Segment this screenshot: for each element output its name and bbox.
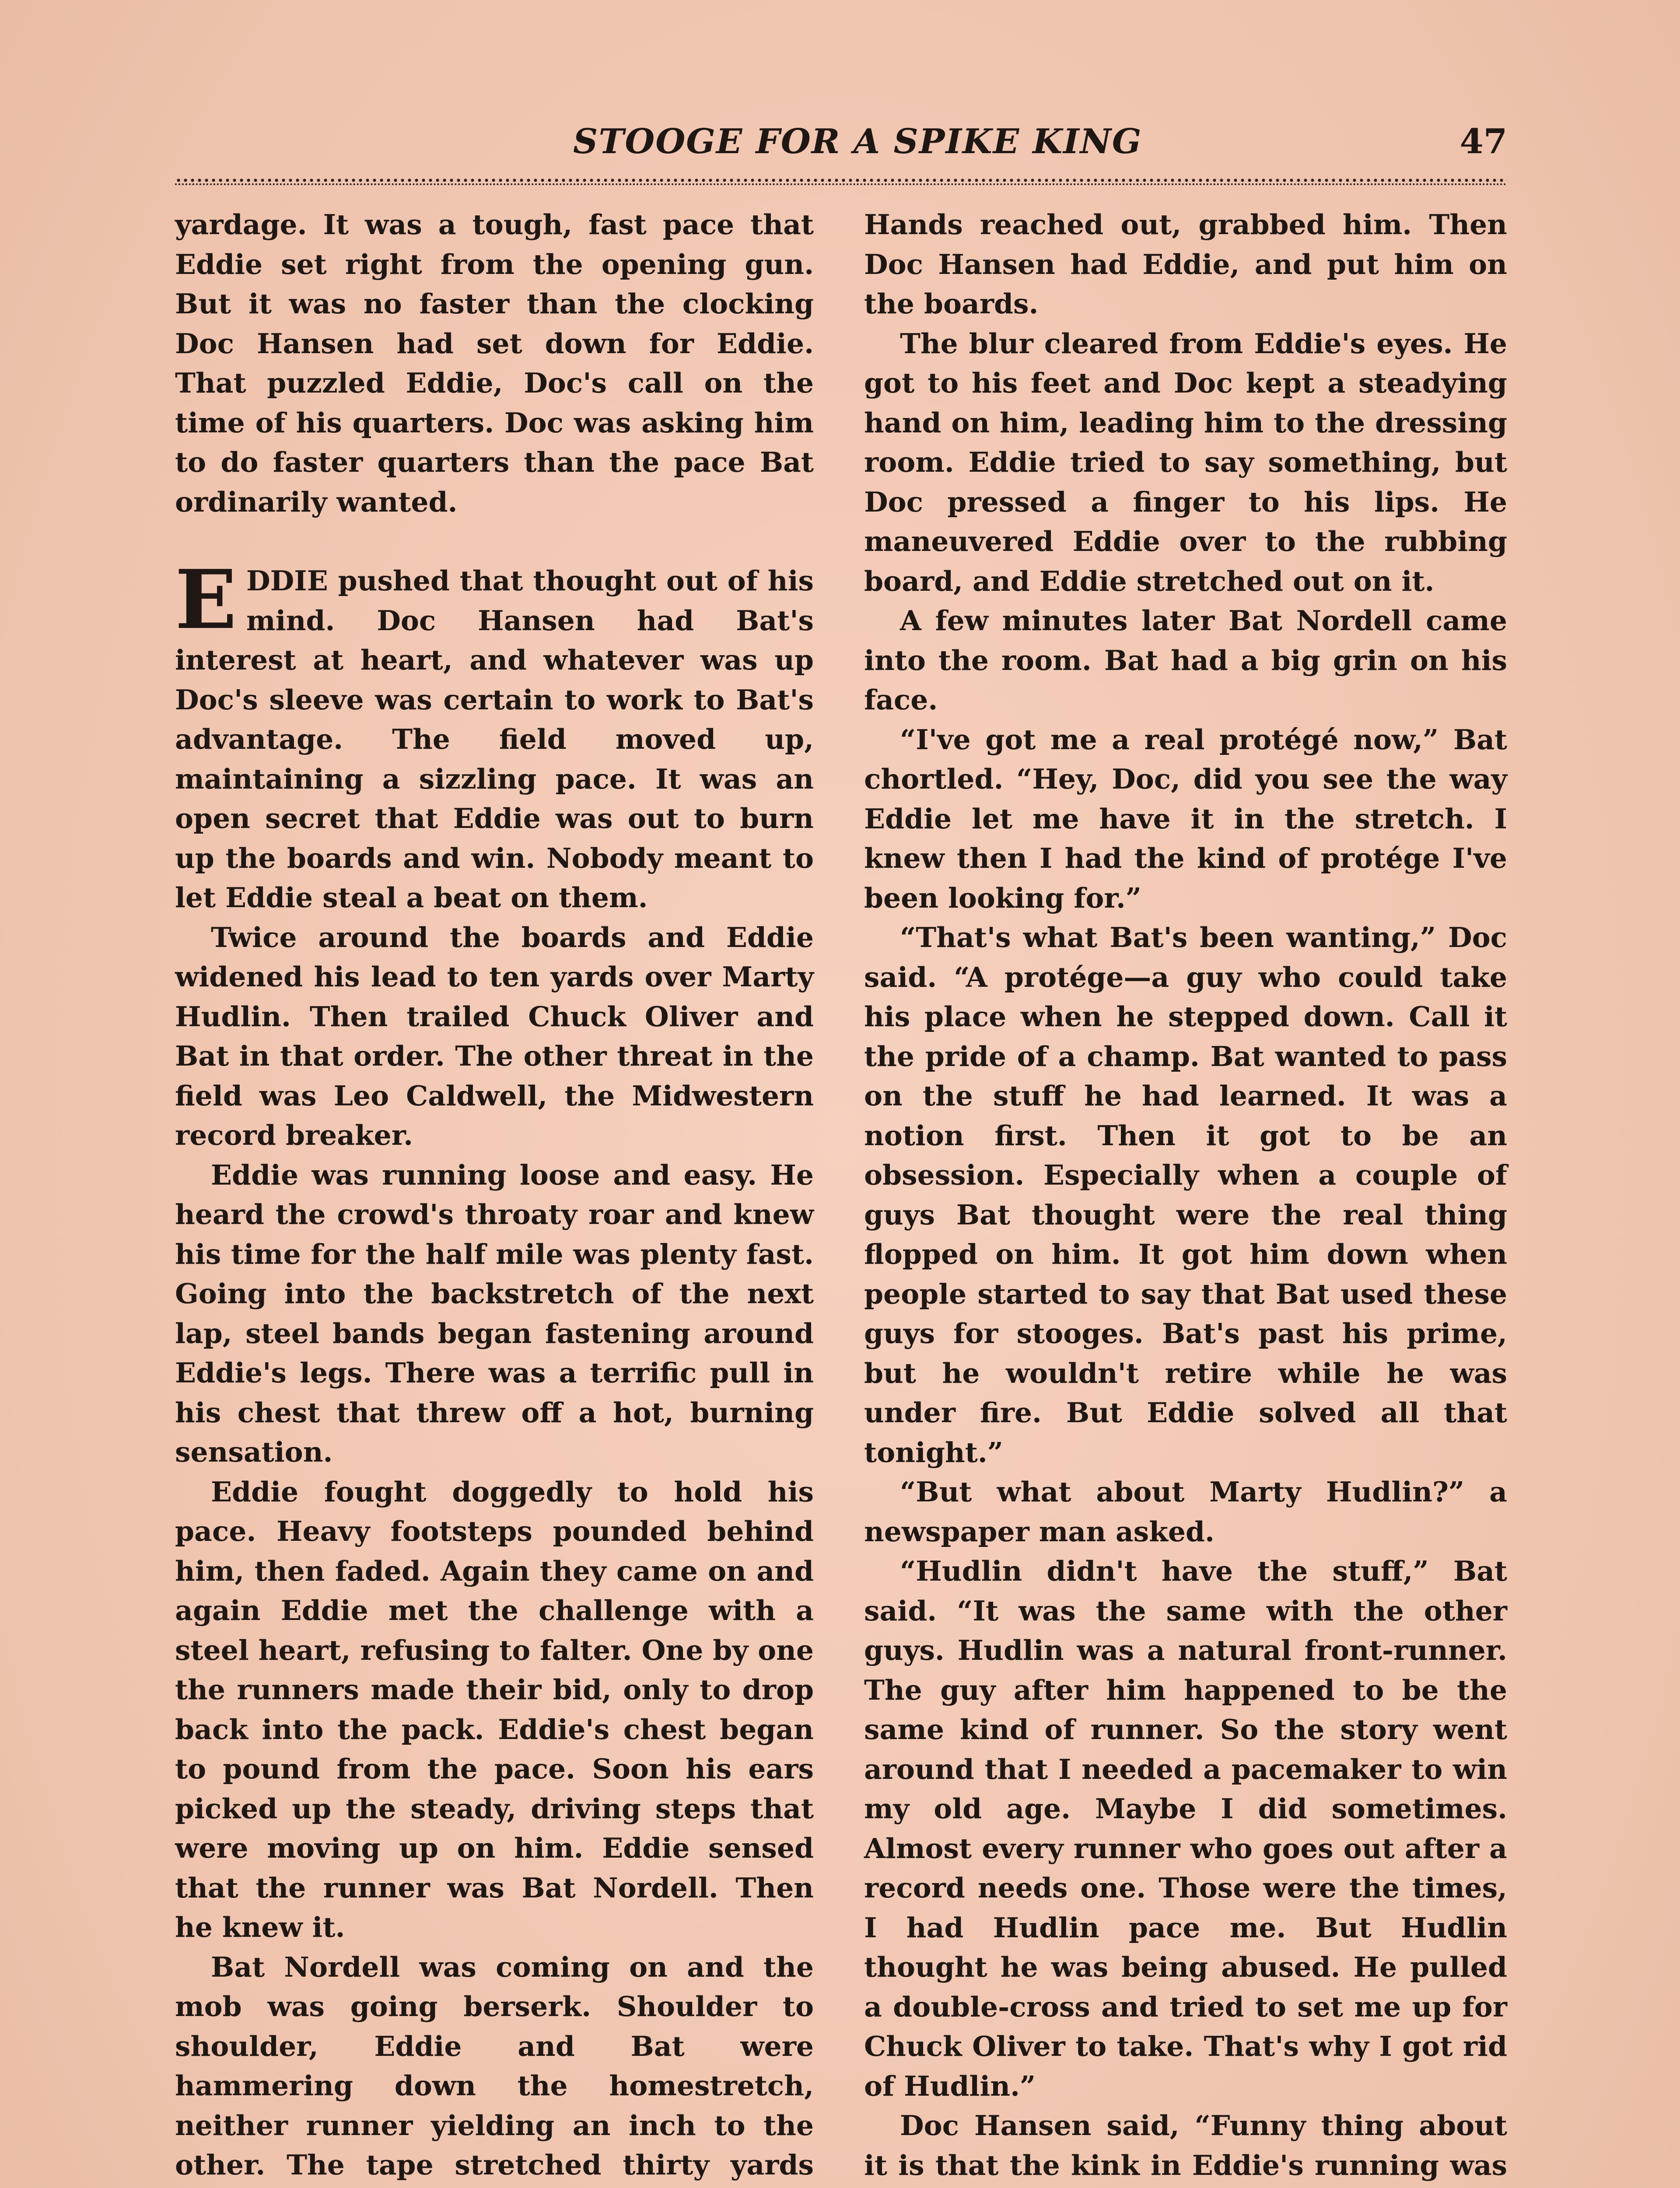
header-rule (175, 177, 1507, 185)
paragraph: A few minutes later Bat Nordell came into the room. Bat had a big grin on his face. (864, 604, 1507, 716)
drop-cap: E (175, 552, 237, 647)
paragraph: “I've got me a real protégé now,” Bat chortled. “Hey, Doc, did you see the way Eddie let me have it in the stretch. I knew then I had the kind of protége I've been looking for.” (864, 723, 1507, 914)
paragraph: Eddie was running loose and easy. He heard the crowd's throaty roar and knew his time for the half mile was plenty fast. Going into the backstretch of the next lap, steel bands began fastening around Eddie's legs. There was a terrific pull in his chest that threw off a hot, burning sensation. (175, 1158, 814, 1468)
paragraph: Bat Nordell was coming on and the mob was going berserk. Shoulder to shoulder, Eddie and Bat were hammering down the homestretch, neither runner yielding an inch to the other. The tape stretched thirty yards (175, 1950, 814, 2181)
paragraph: Doc Hansen said, “Funny thing about it is that the kink in Eddie's running was (864, 2109, 1507, 2181)
running-title: STOOGE FOR A SPIKE KING (573, 122, 1142, 161)
paragraph: Twice around the boards and Eddie widened his lead to ten yards over Marty Hudlin. Then trailed Chuck Oliver and Bat in that order. The other threat in the field was Leo Caldwell, the Midwestern record breaker. (175, 921, 814, 1151)
right-column (864, 205, 1507, 2188)
paragraph: The blur cleared from Eddie's eyes. He got to his feet and Doc kept a steadying hand on him, leading him to the dressing room. Eddie tried to say something, but Doc pressed a finger to his lips. He maneuvered Eddie over to the rubbing board, and Eddie stretched out on it. (864, 327, 1507, 597)
paragraph: Hands reached out, grabbed him. Then Doc Hansen had Eddie, and put him on the boards. (864, 208, 1507, 320)
page-header (175, 122, 1507, 170)
paragraph-text: DDIE pushed that thought out of his mind. Doc Hansen had Bat's interest at heart, and whatever was up Doc's sleeve was certain to work to Bat's advantage. The field moved up, maintaining a sizzling pace. It was an open secret that Eddie was out to burn up the boards and win. Nobody meant to let Eddie steal a beat on them. (175, 565, 814, 914)
paragraph-with-dropcap (175, 552, 814, 918)
left-column (175, 205, 814, 2188)
paragraph: yardage. It was a tough, fast pace that Eddie set right from the opening gun. But it was no faster than the clocking Doc Hansen had set down for Eddie. That puzzled Eddie, Doc's call on the time of his quarters. Doc was asking him to do faster quarters than the pace Bat ordinarily wanted. (175, 208, 814, 518)
paragraph: “But what about Marty Hudlin?” a newspaper man asked. (864, 1476, 1507, 1548)
paragraph: “Hudlin didn't have the stuff,” Bat said. “It was the same with the other guys. Hudlin was a natural front-runner. The guy after him happened to be the same kind of runner. So the story went around that I needed a pacemaker to win my old age. Maybe I did sometimes. Almost every runner who goes out after a record needs one. Those were the times, I had Hudlin pace me. But Hudlin thought he was being abused. He pulled a double-cross and tried to set me up for Chuck Oliver to take. That's why I got rid of Hudlin.” (864, 1555, 1507, 2102)
paragraph: “That's what Bat's been wanting,” Doc said. “A protége—a guy who could take his place when he stepped down. Call it the pride of a champ. Bat wanted to pass on the stuff he had learned. It was a notion first. Then it got to be an obsession. Especially when a couple of guys Bat thought were the real thing flopped on him. It got him down when people started to say that Bat used these guys for stooges. Bat's past his prime, but he wouldn't retire while he was under fire. But Eddie solved all that tonight.” (864, 921, 1507, 1469)
page-number: 47 (1460, 122, 1507, 161)
paragraph: Eddie fought doggedly to hold his pace. Heavy footsteps pounded behind him, then faded. Again they came on and again Eddie met the challenge with a steel heart, refusing to falter. One by one the runners made their bid, only to drop back into the pack. Eddie's chest began to pound from the pace. Soon his ears picked up the steady, driving steps that were moving up on him. Eddie sensed that the runner was Bat Nordell. Then he knew it. (175, 1475, 814, 1943)
